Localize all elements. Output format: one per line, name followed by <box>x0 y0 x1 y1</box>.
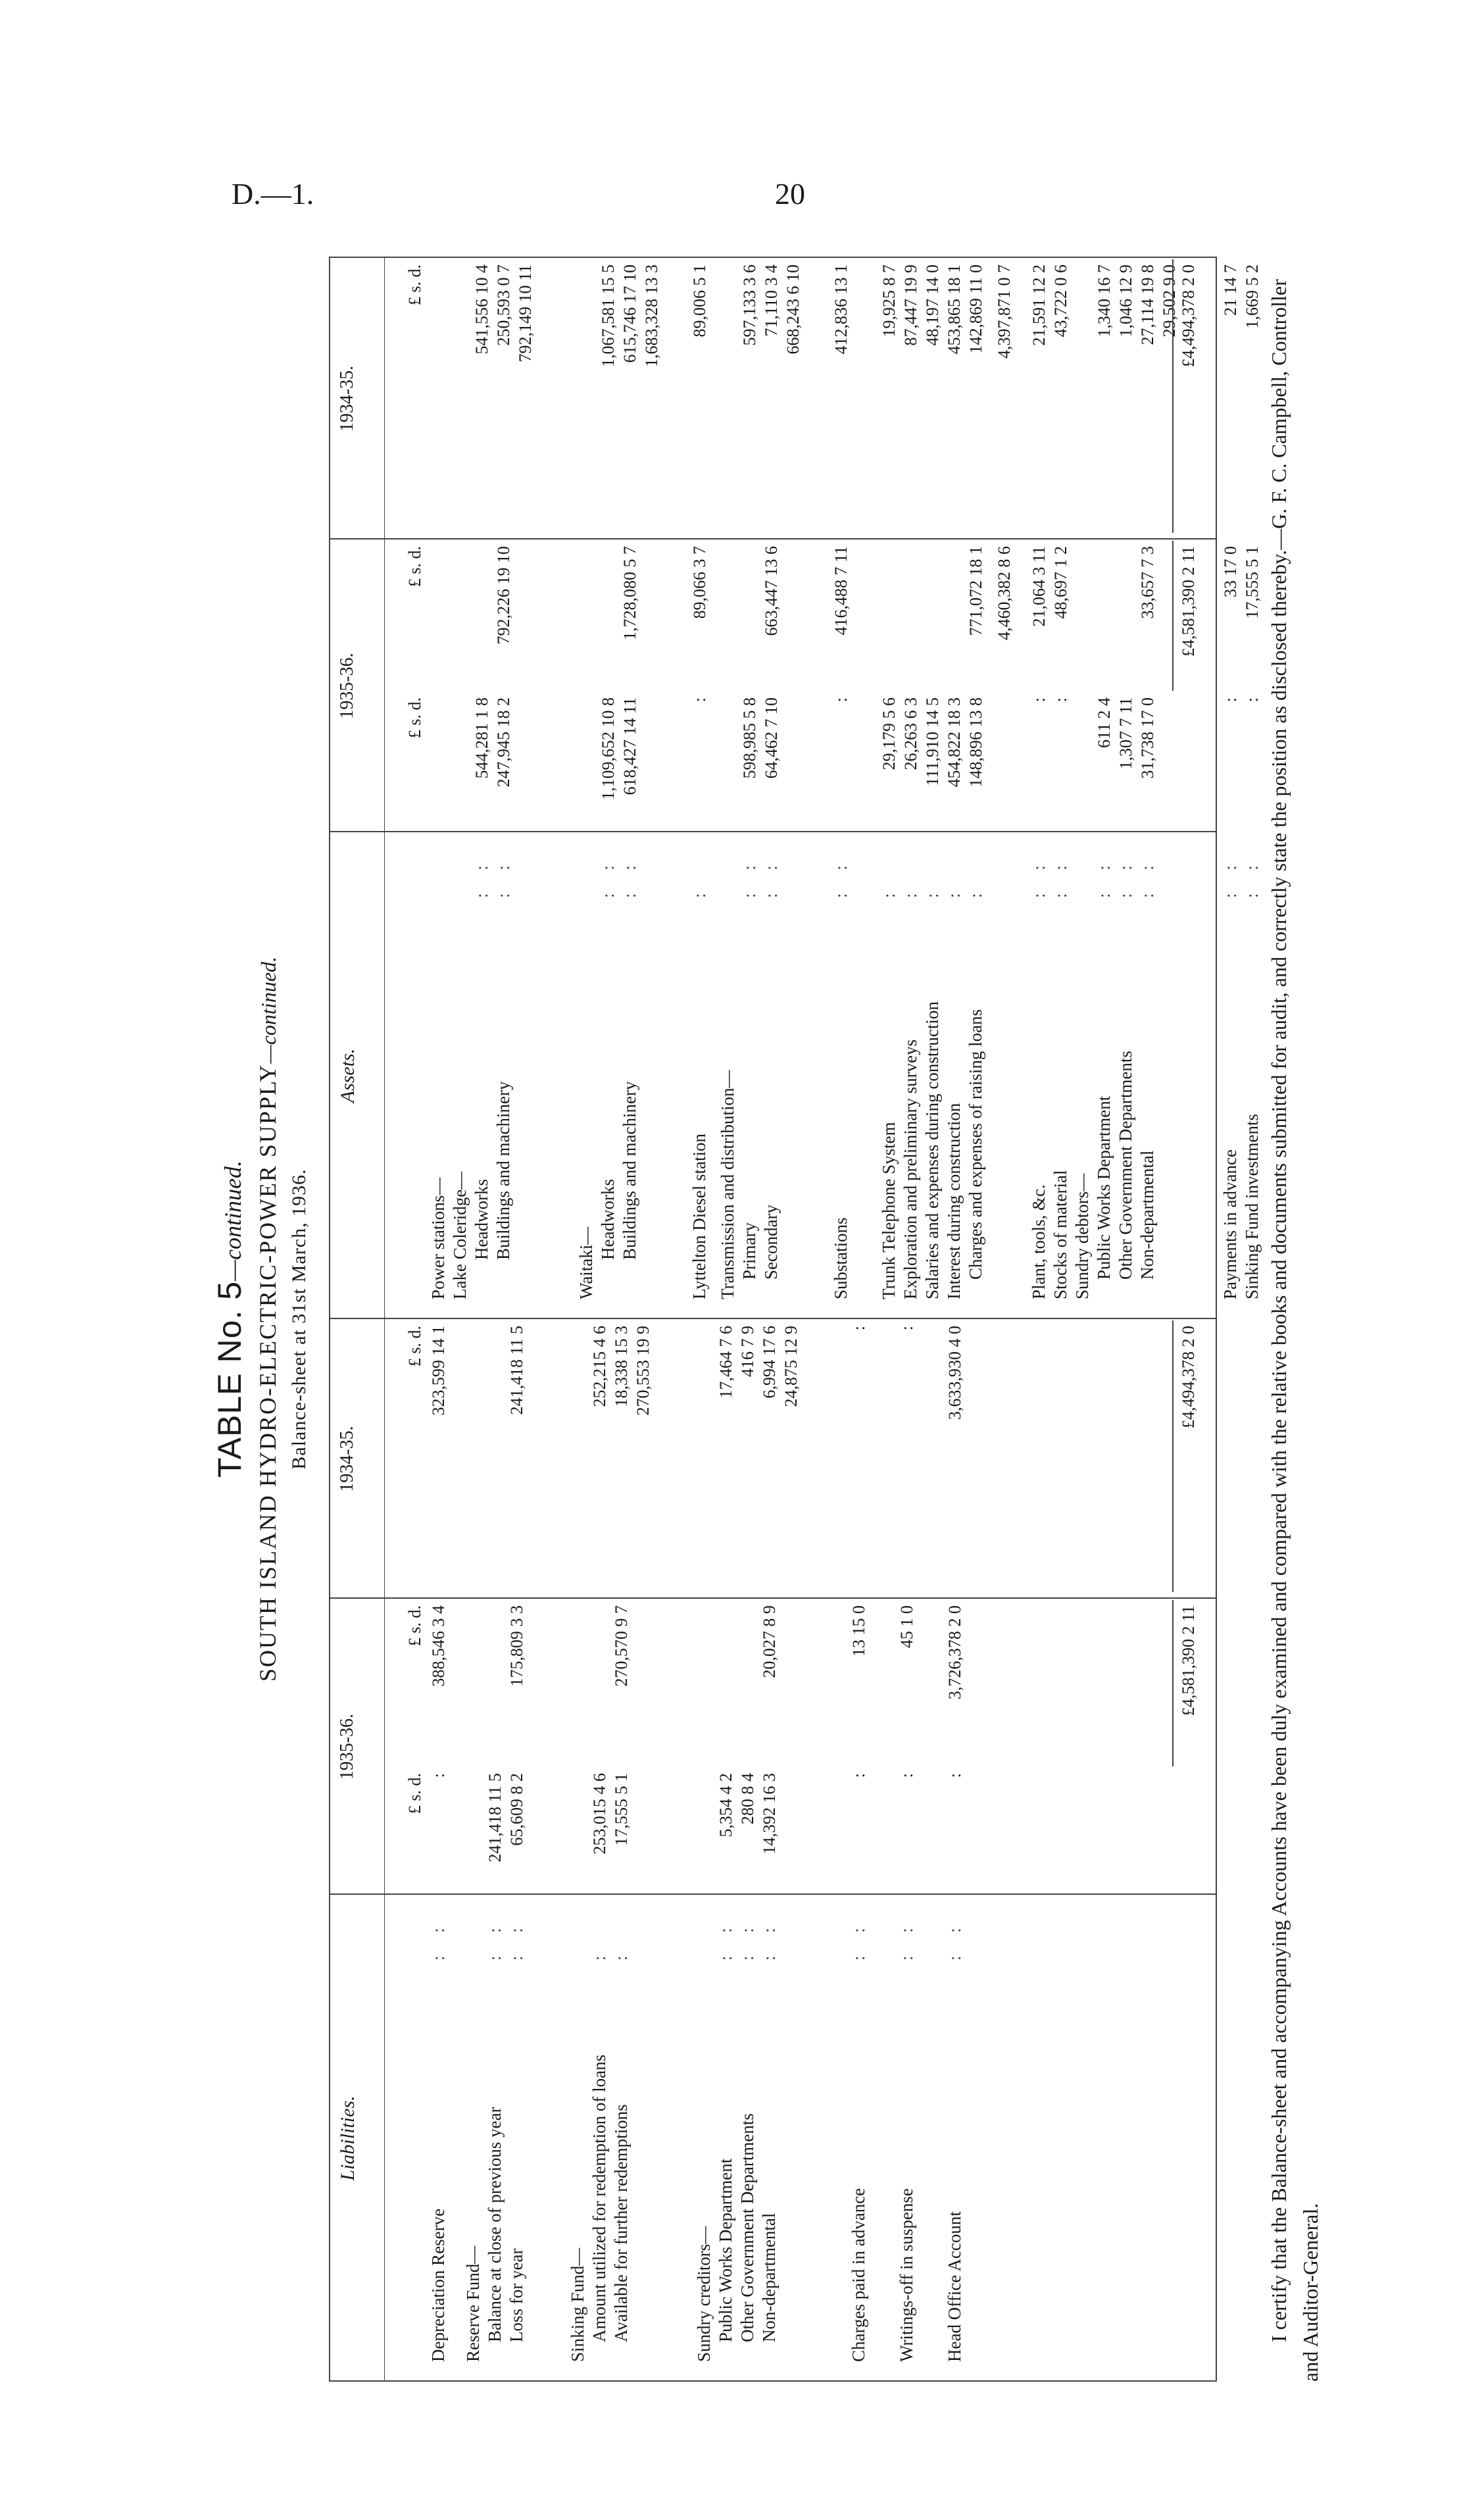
assets-cell-subamount: 31,738 17 0 <box>1138 697 1157 779</box>
liabilities-total-1934-35: £4,494,378 2 0 <box>1179 1326 1198 1428</box>
liabilities-total-rule <box>1172 1320 1174 1592</box>
liabilities-row-label: Loss for year <box>507 2248 526 2342</box>
liabilities-unit-row-a: £ s. d. <box>405 1773 424 1815</box>
assets-cell-1935-36: 21,064 3 11 <box>1029 546 1049 627</box>
liabilities-cell-1935-36: 13 15 0 <box>849 1605 868 1657</box>
assets-cell-1934-35: 597,133 3 6 <box>740 264 759 346</box>
assets-cell-1934-35: 27,114 19 8 <box>1138 264 1157 345</box>
liabilities-row-label: Balance at close of previous year <box>485 2107 505 2342</box>
liabilities-cell-1934-35: : <box>897 1326 916 1331</box>
assets-cell-1934-35: 21 14 7 <box>1221 264 1240 316</box>
assets-row-label: Interest during construction <box>944 1103 964 1299</box>
liabilities-cell-1935-36: 270,570 9 7 <box>612 1605 631 1687</box>
liabilities-row-leader: : : <box>945 1918 964 1961</box>
assets-cell-1934-35: 71,110 3 4 <box>762 264 781 337</box>
liabilities-row-leader: : : <box>897 1918 916 1961</box>
liabilities-row-leader: : : <box>428 1918 448 1961</box>
assets-row-leader: : : <box>1029 856 1049 898</box>
assets-row-label: Transmission and distribution— <box>718 1070 737 1299</box>
liabilities-cell-1934-35: : <box>849 1326 868 1331</box>
liabilities-cell-1935-36: 388,546 3 4 <box>429 1605 448 1687</box>
liabilities-cell-1934-35: 24,875 12 9 <box>781 1326 801 1407</box>
assets-row-leader: : : <box>598 856 618 898</box>
assets-cell-subamount: 247,945 18 2 <box>494 697 513 788</box>
liabilities-row-leader: : : <box>507 1918 526 1961</box>
liabilities-cell-1934-35: 416 7 9 <box>738 1326 757 1377</box>
assets-cell-1934-35: 87,447 19 9 <box>901 264 920 346</box>
assets-cell-subamount: : <box>1243 697 1262 703</box>
assets-row-leader: : : <box>620 856 639 898</box>
assets-row-label: Non-departmental <box>1137 1150 1157 1280</box>
assets-cell-1935-36: 4,460,382 8 6 <box>995 546 1014 640</box>
assets-cell-subamount: : <box>1051 697 1070 703</box>
liabilities-cell-1935-36: 3,726,378 2 0 <box>945 1605 964 1699</box>
liabilities-row-label: Other Government Departments <box>737 2113 757 2342</box>
assets-cell-1934-35: 1,683,328 13 3 <box>642 264 661 367</box>
liabilities-cell-subamount: 253,015 4 6 <box>590 1773 609 1855</box>
assets-row-leader: : : <box>1137 856 1157 898</box>
assets-row-leader: : <box>689 884 709 898</box>
liabilities-cell-1934-35: 323,599 14 1 <box>429 1326 448 1416</box>
assets-row-label: Headworks <box>598 1179 618 1260</box>
liabilities-cell-1935-36: 20,027 8 9 <box>760 1605 779 1678</box>
assets-heading: Assets. <box>337 1048 359 1103</box>
assets-row-leader: : : <box>493 856 513 898</box>
liabilities-row-label: Head Office Account <box>945 2211 964 2362</box>
assets-cell-1934-35: 48,197 14 0 <box>923 264 942 346</box>
assets-cell-1934-35: 1,067,581 15 5 <box>599 264 618 367</box>
assets-row-leader: : : <box>1051 856 1070 898</box>
auditor-certificate: I certify that the Balance-sheet and accompanying Accounts have been duly examined and compared with the relative books and documents submitted for audit, and correctly state the position as disclosed thereby.—G. F. C. Campbell, Controller and Auditor-General. <box>1267 279 1322 2382</box>
liabilities-year-1935: 1934-35. <box>337 1426 357 1492</box>
liabilities-cell-subamount: : <box>429 1773 448 1778</box>
page-number: 20 <box>775 177 805 211</box>
liabilities-row-label: Sundry creditors— <box>694 2226 714 2362</box>
assets-row-label: Lyttelton Diesel station <box>689 1134 709 1299</box>
assets-cell-subamount: 29,179 5 6 <box>879 697 899 770</box>
assets-cell-1935-36: 17,555 5 1 <box>1243 546 1262 619</box>
assets-cell-subamount: 611 2 4 <box>1095 697 1114 749</box>
assets-cell-1934-35: 792,149 10 11 <box>516 264 535 363</box>
liabilities-row-leader: : : <box>849 1918 868 1961</box>
assets-cell-subamount: 64,462 7 10 <box>762 697 781 779</box>
liabilities-heading: Liabilities. <box>337 2095 359 2181</box>
assets-row-leader: : : <box>1094 856 1114 898</box>
document-id: D.—1. <box>232 177 314 211</box>
assets-unit-row-c: £ s. d. <box>405 264 424 306</box>
liabilities-cell-subamount: 5,354 4 2 <box>716 1773 735 1838</box>
liabilities-row-leader: : : <box>485 1918 505 1961</box>
assets-cell-1934-35: 250,593 0 7 <box>494 264 513 346</box>
assets-row-label: Sundry debtors— <box>1072 1173 1092 1299</box>
assets-unit-row-a: £ s. d. <box>405 697 424 739</box>
assets-cell-1935-36: 663,447 13 6 <box>762 546 781 636</box>
assets-row-leader: : <box>922 884 942 898</box>
assets-row-label: Charges and expenses of raising loans <box>966 1009 985 1280</box>
assets-row-label: Sinking Fund investments <box>1242 1113 1262 1299</box>
assets-cell-1934-35: 668,243 6 10 <box>783 264 803 355</box>
liabilities-row-label: Sinking Fund— <box>568 2247 587 2362</box>
assets-row-label: Lake Coleridge— <box>450 1171 470 1299</box>
assets-cell-subamount: 454,822 18 3 <box>945 697 964 788</box>
balance-sheet-subtitle: Balance-sheet at 31st March, 1936. <box>288 1168 310 1470</box>
assets-row-leader: : : <box>472 856 491 898</box>
assets-cell-1934-35: 615,746 17 10 <box>620 264 639 363</box>
assets-cell-1935-36: 1,728,080 5 7 <box>620 546 639 640</box>
liabilities-unit-row-b: £ s. d. <box>405 1605 424 1647</box>
liabilities-row-label: Non-departmental <box>759 2213 779 2342</box>
assets-row-label: Payments in advance <box>1220 1149 1240 1299</box>
liabilities-row-leader: : <box>611 1946 631 1961</box>
liabilities-row-label: Depreciation Reserve <box>428 2208 448 2362</box>
assets-row-label: Secondary <box>761 1205 781 1280</box>
assets-cell-1935-36: 771,072 18 1 <box>966 546 985 636</box>
assets-cell-1935-36: 33 17 0 <box>1221 546 1240 597</box>
assets-year-1935: 1934-35. <box>337 365 357 432</box>
liabilities-cell-subamount: 17,555 5 1 <box>612 1773 631 1846</box>
assets-cell-subamount: 598,985 5 8 <box>740 697 759 779</box>
assets-cell-1935-36: 89,066 3 7 <box>690 546 709 619</box>
assets-year-1936: 1935-36. <box>337 653 357 719</box>
assets-row-label: Waitaki— <box>576 1226 596 1299</box>
assets-row-leader: : : <box>1242 856 1262 898</box>
balance-sheet-table <box>329 257 1262 2382</box>
table-number-title: TABLE No. 5—continued. <box>211 1160 248 1478</box>
liabilities-unit-row-c: £ s. d. <box>405 1326 424 1367</box>
rotated-table-page <box>210 257 1368 2382</box>
assets-cell-1934-35: 43,722 0 6 <box>1051 264 1070 338</box>
assets-cell-1934-35: 1,669 5 2 <box>1243 264 1262 329</box>
assets-row-label: Exploration and preliminary surveys <box>901 1039 920 1299</box>
assets-row-leader: : <box>901 884 920 898</box>
liabilities-cell-1935-36: 175,809 3 3 <box>507 1605 526 1687</box>
liabilities-cell-1935-36: 45 1 0 <box>897 1605 916 1648</box>
liabilities-cell-1934-35: 270,553 19 9 <box>633 1326 653 1416</box>
liabilities-row-leader: : : <box>737 1918 757 1961</box>
liabilities-row-label: Available for further redemptions <box>611 2104 631 2342</box>
liabilities-cell-subamount: : <box>897 1773 916 1778</box>
liabilities-cell-subamount: 65,609 8 2 <box>507 1773 526 1846</box>
assets-cell-subamount: : <box>831 697 851 703</box>
assets-cell-subamount: 1,307 7 11 <box>1116 697 1135 770</box>
assets-cell-1935-36: 33,657 7 3 <box>1138 546 1157 619</box>
assets-cell-1935-36: 416,488 7 11 <box>831 546 851 636</box>
liabilities-cell-subamount: : <box>849 1773 868 1778</box>
assets-unit-row-b: £ s. d. <box>405 546 424 588</box>
liabilities-row-label: Writings-off in suspense <box>897 2188 916 2362</box>
assets-cell-1934-35: 142,869 11 0 <box>966 264 985 354</box>
assets-cell-1934-35: 19,925 8 7 <box>879 264 899 338</box>
assets-row-label: Trunk Telephone System <box>879 1122 899 1299</box>
liabilities-cell-subamount: 14,392 16 3 <box>760 1773 779 1855</box>
assets-cell-1934-35: 412,836 13 1 <box>831 264 851 355</box>
assets-cell-subamount: 26,263 6 3 <box>901 697 920 770</box>
assets-row-leader: : : <box>1220 856 1240 898</box>
assets-total-rule <box>1172 259 1174 533</box>
assets-cell-1934-35: 4,397,871 0 7 <box>995 264 1014 359</box>
liabilities-cell-1934-35: 17,464 7 6 <box>716 1326 735 1399</box>
assets-cell-subamount: : <box>1029 697 1049 703</box>
assets-cell-subamount: 148,896 13 8 <box>966 697 985 788</box>
assets-row-leader: : <box>879 884 899 898</box>
liabilities-row-label: Amount utilized for redemption of loans <box>589 2054 609 2342</box>
assets-cell-1934-35: 541,556 10 4 <box>472 264 491 355</box>
liabilities-cell-1934-35: 6,994 17 6 <box>760 1326 779 1399</box>
assets-cell-subamount: : <box>690 697 709 703</box>
assets-cell-1934-35: 89,006 5 1 <box>690 264 709 338</box>
assets-row-label: Substations <box>831 1217 851 1299</box>
assets-cell-1934-35: 1,340 16 7 <box>1095 264 1114 338</box>
assets-row-leader: : <box>966 884 985 898</box>
liabilities-row-label: Public Works Department <box>716 2158 735 2342</box>
assets-cell-subamount: 111,910 14 5 <box>923 697 942 786</box>
liabilities-year-1936: 1935-36. <box>337 1713 357 1780</box>
assets-cell-1935-36: 48,697 1 2 <box>1051 546 1070 619</box>
assets-row-label: Plant, tools, &c. <box>1029 1184 1049 1299</box>
assets-row-label: Stocks of material <box>1051 1170 1070 1299</box>
assets-row-leader: : : <box>739 856 759 898</box>
liabilities-cell-subamount: : <box>945 1773 964 1778</box>
main-title: SOUTH ISLAND HYDRO-ELECTRIC-POWER SUPPLY—continued. <box>255 956 281 1682</box>
assets-cell-subamount: 1,109,652 10 8 <box>599 697 618 800</box>
assets-cell-subamount: : <box>1221 697 1240 703</box>
assets-row-label: Other Government Departments <box>1116 1051 1135 1280</box>
assets-cell-subamount: 618,427 14 11 <box>620 697 639 795</box>
assets-row-leader: : : <box>831 856 851 898</box>
assets-row-label: Power stations— <box>428 1177 448 1299</box>
liabilities-cell-1934-35: 18,338 15 3 <box>612 1326 631 1407</box>
liabilities-row-label: Reserve Fund— <box>463 2245 483 2362</box>
assets-cell-1934-35: 453,865 18 1 <box>945 264 964 355</box>
liabilities-cell-1934-35: 3,633,930 4 0 <box>945 1326 964 1420</box>
assets-row-label: Headworks <box>472 1179 491 1260</box>
assets-row-label: Buildings and machinery <box>493 1081 513 1260</box>
liabilities-cell-subamount: 280 8 4 <box>738 1773 757 1824</box>
liabilities-total-rule <box>1172 1600 1174 1767</box>
assets-row-label: Primary <box>739 1222 759 1280</box>
assets-cell-1934-35: 21,591 12 2 <box>1029 264 1049 346</box>
liabilities-cell-1934-35: 241,418 11 5 <box>507 1326 526 1415</box>
liabilities-row-leader: : : <box>759 1918 779 1961</box>
liabilities-row-label: Charges paid in advance <box>849 2188 868 2362</box>
liabilities-row-leader: : : <box>716 1918 735 1961</box>
assets-total-rule <box>1172 541 1174 691</box>
assets-total-1935-36: £4,581,390 2 11 <box>1179 546 1198 657</box>
assets-cell-1934-35: 29,502 9 0 <box>1160 264 1179 338</box>
liabilities-cell-1934-35: 252,215 4 6 <box>590 1326 609 1407</box>
assets-row-label: Buildings and machinery <box>620 1081 639 1260</box>
liabilities-total-1935-36: £4,581,390 2 11 <box>1179 1605 1198 1717</box>
assets-row-label: Public Works Department <box>1094 1095 1114 1280</box>
assets-row-label: Salaries and expenses during construction <box>922 1001 942 1299</box>
assets-row-leader: : <box>944 884 964 898</box>
assets-cell-subamount: 544,281 1 8 <box>472 697 491 779</box>
liabilities-row-leader: : <box>589 1946 609 1961</box>
assets-cell-1934-35: 1,046 12 9 <box>1116 264 1135 338</box>
assets-row-leader: : : <box>761 856 781 898</box>
liabilities-cell-subamount: 241,418 11 5 <box>485 1773 505 1863</box>
assets-cell-1935-36: 792,226 19 10 <box>494 546 513 645</box>
assets-row-leader: : : <box>1116 856 1135 898</box>
assets-total-1934-35: £4,494,378 2 0 <box>1179 264 1198 367</box>
